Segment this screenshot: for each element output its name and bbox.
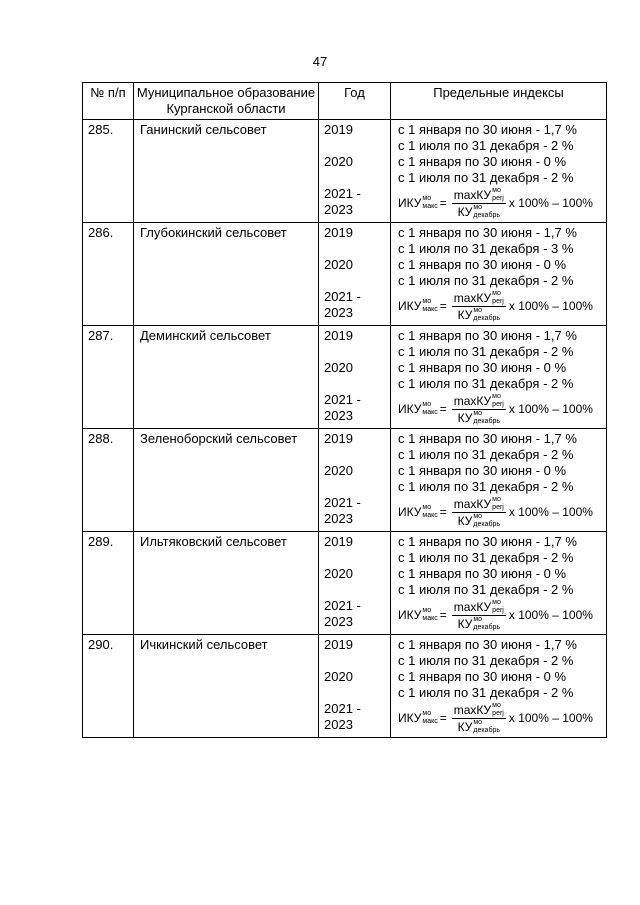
table-row — [83, 635, 607, 738]
year-2019: 2019 — [324, 328, 353, 343]
year-2019: 2019 — [324, 122, 353, 137]
index-line: с 1 января по 30 июня - 1,7 % — [398, 328, 577, 343]
index-line: с 1 июля по 31 декабря - 2 % — [398, 447, 574, 462]
index-line: с 1 января по 30 июня - 1,7 % — [398, 122, 577, 137]
year-2020: 2020 — [324, 154, 353, 169]
header-municipality: Муниципальное образование Курганской области — [134, 83, 319, 120]
index-line: с 1 июля по 31 декабря - 3 % — [398, 241, 574, 256]
year-2020: 2020 — [324, 669, 353, 684]
indices-cell — [391, 326, 607, 429]
index-line: с 1 июля по 31 декабря - 2 % — [398, 653, 574, 668]
index-formula: ИКУ мо макс = maxКУ мо perj КУ мо декабрь x 100% – 100% — [398, 186, 593, 219]
year-range: 2021 - 2023 — [324, 598, 361, 629]
year-2019: 2019 — [324, 225, 353, 240]
table-row — [83, 120, 607, 223]
index-line: с 1 января по 30 июня - 1,7 % — [398, 225, 577, 240]
index-line: с 1 июля по 31 декабря - 2 % — [398, 550, 574, 565]
page-number: 47 — [312, 54, 328, 69]
index-formula: ИКУ мо макс = maxКУ мо perj КУ мо декабрь x 100% – 100% — [398, 392, 593, 425]
header-num: № п/п — [83, 83, 134, 120]
indices-cell — [391, 429, 607, 532]
indices-cell — [391, 532, 607, 635]
index-line: с 1 июля по 31 декабря - 2 % — [398, 344, 574, 359]
years-cell — [319, 326, 391, 429]
row-number: 289. — [83, 532, 134, 635]
header-year: Год — [319, 83, 391, 120]
index-formula: ИКУ мо макс = maxКУ мо perj КУ мо декабрь x 100% – 100% — [398, 701, 593, 734]
municipality-name: Зеленоборский сельсовет — [134, 429, 319, 532]
index-line: с 1 июля по 31 декабря - 2 % — [398, 376, 574, 391]
municipality-name: Ганинский сельсовет — [134, 120, 319, 223]
year-2020: 2020 — [324, 257, 353, 272]
index-line: с 1 июля по 31 декабря - 2 % — [398, 170, 574, 185]
municipality-name: Ильтяковский сельсовет — [134, 532, 319, 635]
year-2020: 2020 — [324, 463, 353, 478]
year-range: 2021 - 2023 — [324, 289, 361, 320]
index-line: с 1 января по 30 июня - 1,7 % — [398, 431, 577, 446]
index-line: с 1 января по 30 июня - 0 % — [398, 154, 567, 169]
index-line: с 1 января по 30 июня - 0 % — [398, 669, 567, 684]
index-formula: ИКУ мо макс = maxКУ мо perj КУ мо декабрь x 100% – 100% — [398, 598, 593, 631]
row-number: 288. — [83, 429, 134, 532]
index-line: с 1 января по 30 июня - 0 % — [398, 463, 567, 478]
table-row — [83, 429, 607, 532]
year-2019: 2019 — [324, 534, 353, 549]
municipality-name: Деминский сельсовет — [134, 326, 319, 429]
header-indices: Предельные индексы — [391, 83, 607, 120]
year-range: 2021 - 2023 — [324, 186, 361, 217]
index-line: с 1 января по 30 июня - 0 % — [398, 360, 567, 375]
years-cell — [319, 223, 391, 326]
index-line: с 1 января по 30 июня - 1,7 % — [398, 637, 577, 652]
table-row — [83, 223, 607, 326]
year-2020: 2020 — [324, 360, 353, 375]
year-2020: 2020 — [324, 566, 353, 581]
table-row — [83, 326, 607, 429]
municipality-name: Ичкинский сельсовет — [134, 635, 319, 738]
index-line: с 1 июля по 31 декабря - 2 % — [398, 479, 574, 494]
year-range: 2021 - 2023 — [324, 392, 361, 423]
year-range: 2021 - 2023 — [324, 701, 361, 732]
index-line: с 1 июля по 31 декабря - 2 % — [398, 582, 574, 597]
years-cell — [319, 120, 391, 223]
years-cell — [319, 532, 391, 635]
row-number: 287. — [83, 326, 134, 429]
table-row — [83, 532, 607, 635]
header-row — [83, 83, 607, 120]
indices-cell — [391, 120, 607, 223]
year-2019: 2019 — [324, 637, 353, 652]
indices-cell — [391, 635, 607, 738]
index-line: с 1 января по 30 июня - 0 % — [398, 566, 567, 581]
year-range: 2021 - 2023 — [324, 495, 361, 526]
years-cell — [319, 429, 391, 532]
year-2019: 2019 — [324, 431, 353, 446]
row-number: 285. — [83, 120, 134, 223]
row-number: 290. — [83, 635, 134, 738]
indices-cell — [391, 223, 607, 326]
years-cell — [319, 635, 391, 738]
index-line: с 1 июля по 31 декабря - 2 % — [398, 273, 574, 288]
index-line: с 1 января по 30 июня - 1,7 % — [398, 534, 577, 549]
municipality-name: Глубокинский сельсовет — [134, 223, 319, 326]
index-line: с 1 июля по 31 декабря - 2 % — [398, 685, 574, 700]
index-formula: ИКУ мо макс = maxКУ мо perj КУ мо декабрь x 100% – 100% — [398, 495, 593, 528]
index-line: с 1 июля по 31 декабря - 2 % — [398, 138, 574, 153]
row-number: 286. — [83, 223, 134, 326]
index-formula: ИКУ мо макс = maxКУ мо perj КУ мо декабрь x 100% – 100% — [398, 289, 593, 322]
indices-table — [82, 82, 607, 738]
index-line: с 1 января по 30 июня - 0 % — [398, 257, 567, 272]
